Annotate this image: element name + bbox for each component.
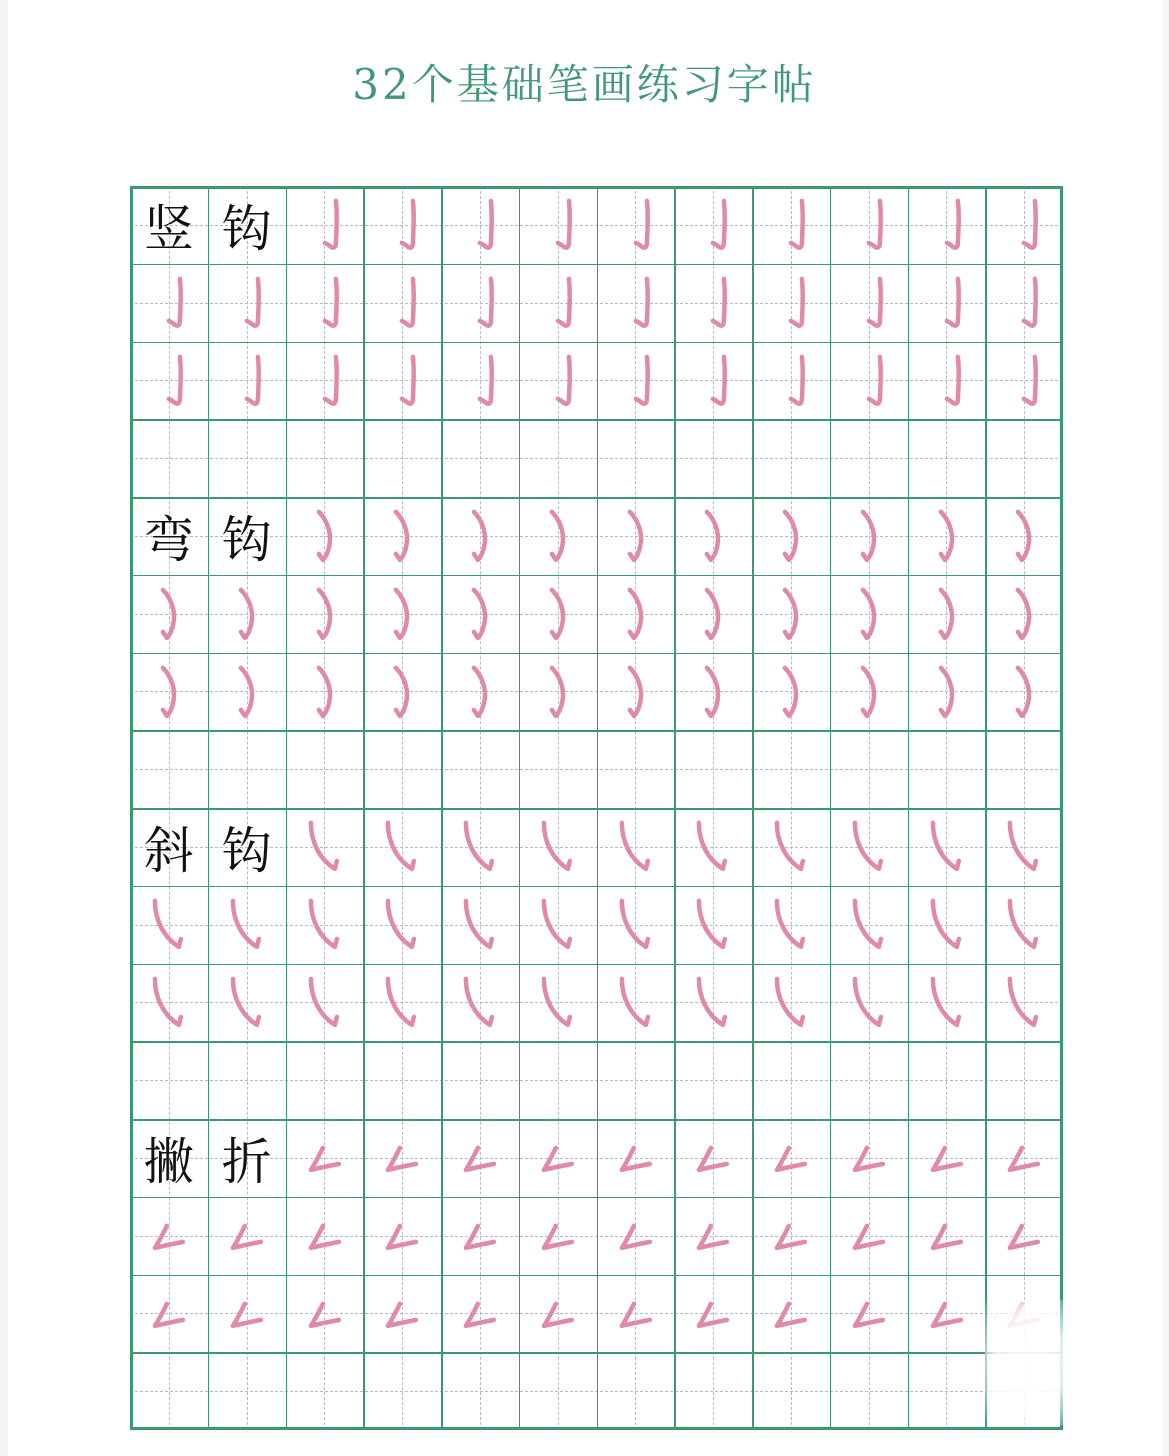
wangou-icon	[674, 575, 752, 653]
wangou-icon	[830, 497, 908, 575]
piezhe-icon	[830, 1197, 908, 1275]
xiegou-path	[544, 901, 570, 947]
watermark-fade	[985, 1300, 1075, 1425]
shugou-path	[713, 201, 725, 248]
shugou-path	[480, 201, 492, 248]
shugou-icon	[363, 342, 441, 420]
wangou-icon	[208, 653, 286, 731]
wangou-icon	[130, 575, 208, 653]
wangou-path	[1018, 512, 1029, 560]
shugou-icon	[363, 264, 441, 342]
wangou-icon	[363, 575, 441, 653]
xiegou-icon	[363, 964, 441, 1042]
xiegou-path	[621, 978, 647, 1024]
piezhe-icon	[130, 1197, 208, 1275]
stroke-name-char: 撇	[143, 1132, 194, 1191]
xiegou-icon	[830, 808, 908, 886]
piezhe-path	[621, 1303, 649, 1325]
wangou-path	[318, 512, 329, 560]
shugou-path	[1024, 356, 1036, 403]
shugou-icon	[752, 342, 830, 420]
shugou-path	[869, 201, 881, 248]
wangou-icon	[519, 653, 597, 731]
xiegou-icon	[441, 964, 519, 1042]
xiegou-path	[466, 823, 492, 869]
piezhe-path	[155, 1303, 183, 1325]
wangou-icon	[830, 575, 908, 653]
wangou-icon	[908, 653, 986, 731]
wangou-path	[863, 512, 874, 560]
piezhe-icon	[674, 1197, 752, 1275]
piezhe-path	[621, 1226, 649, 1248]
wangou-icon	[985, 653, 1063, 731]
piezhe-icon	[830, 1275, 908, 1353]
shugou-path	[946, 279, 958, 326]
piezhe-path	[699, 1226, 727, 1248]
xiegou-path	[855, 823, 881, 869]
shugou-icon	[286, 342, 364, 420]
xiegou-path	[466, 901, 492, 947]
wangou-path	[785, 590, 796, 638]
wangou-path	[163, 590, 174, 638]
wangou-path	[707, 512, 718, 560]
piezhe-icon	[208, 1197, 286, 1275]
shugou-icon	[908, 342, 986, 420]
wangou-icon	[985, 497, 1063, 575]
shugou-path	[247, 279, 259, 326]
stroke-name-char: 竖	[143, 199, 194, 258]
wangou-icon	[363, 497, 441, 575]
wangou-path	[396, 590, 407, 638]
shugou-icon	[597, 342, 675, 420]
piezhe-path	[310, 1303, 338, 1325]
xiegou-icon	[830, 886, 908, 964]
shugou-icon	[597, 186, 675, 264]
wangou-path	[1018, 590, 1029, 638]
xiegou-path	[932, 978, 958, 1024]
xiegou-icon	[363, 886, 441, 964]
piezhe-icon	[286, 1197, 364, 1275]
xiegou-path	[233, 901, 259, 947]
shugou-icon	[674, 264, 752, 342]
piezhe-icon	[208, 1275, 286, 1353]
xiegou-icon	[208, 886, 286, 964]
wangou-icon	[441, 497, 519, 575]
shugou-icon	[519, 186, 597, 264]
shugou-icon	[208, 264, 286, 342]
xiegou-path	[1010, 978, 1036, 1024]
piezhe-icon	[363, 1197, 441, 1275]
xiegou-path	[388, 978, 414, 1024]
xiegou-path	[621, 901, 647, 947]
piezhe-path	[544, 1148, 572, 1170]
shugou-icon	[830, 342, 908, 420]
wangou-icon	[286, 653, 364, 731]
piezhe-icon	[985, 1197, 1063, 1275]
wangou-path	[940, 590, 951, 638]
piezhe-path	[233, 1303, 261, 1325]
wangou-icon	[674, 497, 752, 575]
shugou-icon	[908, 186, 986, 264]
shugou-path	[402, 356, 414, 403]
wangou-icon	[286, 497, 364, 575]
xiegou-icon	[519, 964, 597, 1042]
xiegou-icon	[674, 808, 752, 886]
wangou-path	[474, 590, 485, 638]
xiegou-path	[155, 901, 181, 947]
shugou-icon	[674, 342, 752, 420]
piezhe-path	[699, 1303, 727, 1325]
shugou-path	[1024, 201, 1036, 248]
xiegou-path	[855, 901, 881, 947]
wangou-icon	[752, 653, 830, 731]
shugou-path	[869, 279, 881, 326]
piezhe-path	[932, 1303, 960, 1325]
shugou-icon	[985, 342, 1063, 420]
piezhe-icon	[985, 1119, 1063, 1197]
wangou-icon	[674, 653, 752, 731]
wangou-icon	[130, 653, 208, 731]
xiegou-path	[1010, 823, 1036, 869]
piezhe-icon	[286, 1119, 364, 1197]
piezhe-path	[777, 1148, 805, 1170]
xiegou-path	[699, 978, 725, 1024]
wangou-icon	[597, 497, 675, 575]
shugou-path	[558, 279, 570, 326]
piezhe-path	[310, 1148, 338, 1170]
page-title: 32个基础笔画练习字帖	[352, 60, 817, 109]
wangou-path	[785, 512, 796, 560]
shugou-path	[480, 356, 492, 403]
shugou-icon	[674, 186, 752, 264]
wangou-icon	[752, 497, 830, 575]
stroke-name-char: 斜	[143, 821, 194, 880]
piezhe-path	[388, 1303, 416, 1325]
wangou-path	[863, 667, 874, 715]
xiegou-path	[699, 901, 725, 947]
page-edge	[0, 0, 8, 1456]
shugou-icon	[597, 264, 675, 342]
piezhe-path	[388, 1148, 416, 1170]
shugou-path	[558, 356, 570, 403]
shugou-icon	[286, 264, 364, 342]
stroke-name-char: 折	[221, 1132, 272, 1191]
xiegou-icon	[908, 886, 986, 964]
wangou-icon	[441, 575, 519, 653]
xiegou-icon	[908, 964, 986, 1042]
shugou-icon	[752, 186, 830, 264]
wangou-icon	[752, 575, 830, 653]
wangou-path	[163, 667, 174, 715]
xiegou-icon	[286, 964, 364, 1042]
wangou-icon	[363, 653, 441, 731]
xiegou-icon	[752, 886, 830, 964]
xiegou-path	[855, 978, 881, 1024]
wangou-icon	[208, 575, 286, 653]
stroke-name-char: 弯	[143, 510, 194, 569]
wangou-icon	[597, 653, 675, 731]
xiegou-path	[544, 823, 570, 869]
shugou-icon	[208, 342, 286, 420]
xiegou-path	[466, 978, 492, 1024]
shugou-path	[635, 356, 647, 403]
stroke-name-char: 钩	[221, 199, 272, 258]
piezhe-icon	[597, 1119, 675, 1197]
piezhe-path	[466, 1303, 494, 1325]
piezhe-icon	[752, 1197, 830, 1275]
piezhe-icon	[752, 1119, 830, 1197]
stroke-name-char: 钩	[221, 510, 272, 569]
shugou-path	[169, 279, 181, 326]
wangou-icon	[519, 575, 597, 653]
piezhe-icon	[441, 1275, 519, 1353]
wangou-path	[396, 512, 407, 560]
wangou-path	[474, 512, 485, 560]
shugou-path	[713, 356, 725, 403]
xiegou-path	[310, 978, 336, 1024]
shugou-path	[324, 201, 336, 248]
piezhe-icon	[519, 1275, 597, 1353]
piezhe-icon	[908, 1197, 986, 1275]
shugou-icon	[130, 264, 208, 342]
xiegou-icon	[985, 808, 1063, 886]
shugou-icon	[130, 342, 208, 420]
piezhe-icon	[674, 1119, 752, 1197]
xiegou-path	[544, 978, 570, 1024]
wangou-icon	[908, 497, 986, 575]
wangou-icon	[519, 497, 597, 575]
xiegou-icon	[985, 886, 1063, 964]
xiegou-path	[932, 901, 958, 947]
shugou-icon	[441, 342, 519, 420]
xiegou-path	[777, 901, 803, 947]
shugou-path	[324, 356, 336, 403]
xiegou-path	[388, 823, 414, 869]
xiegou-path	[310, 823, 336, 869]
piezhe-icon	[752, 1275, 830, 1353]
shugou-path	[402, 201, 414, 248]
piezhe-icon	[363, 1119, 441, 1197]
wangou-icon	[908, 575, 986, 653]
practice-grid	[130, 186, 1063, 1430]
xiegou-icon	[674, 886, 752, 964]
piezhe-path	[466, 1226, 494, 1248]
piezhe-icon	[519, 1197, 597, 1275]
xiegou-path	[621, 823, 647, 869]
shugou-icon	[286, 186, 364, 264]
wangou-path	[241, 667, 252, 715]
piezhe-icon	[597, 1275, 675, 1353]
wangou-path	[552, 667, 563, 715]
xiegou-path	[777, 823, 803, 869]
wangou-path	[707, 667, 718, 715]
piezhe-icon	[130, 1275, 208, 1353]
shugou-icon	[830, 186, 908, 264]
shugou-icon	[830, 264, 908, 342]
wangou-icon	[597, 575, 675, 653]
wangou-icon	[286, 575, 364, 653]
xiegou-icon	[519, 808, 597, 886]
xiegou-icon	[130, 886, 208, 964]
wangou-path	[629, 590, 640, 638]
xiegou-icon	[908, 808, 986, 886]
piezhe-icon	[441, 1197, 519, 1275]
stroke-name-char: 钩	[221, 821, 272, 880]
shugou-icon	[985, 264, 1063, 342]
wangou-path	[940, 667, 951, 715]
shugou-path	[1024, 279, 1036, 326]
shugou-path	[558, 201, 570, 248]
wangou-icon	[830, 653, 908, 731]
shugou-path	[713, 279, 725, 326]
shugou-icon	[752, 264, 830, 342]
xiegou-icon	[363, 808, 441, 886]
xiegou-icon	[597, 886, 675, 964]
piezhe-path	[310, 1226, 338, 1248]
xiegou-path	[310, 901, 336, 947]
xiegou-icon	[985, 964, 1063, 1042]
shugou-path	[946, 356, 958, 403]
xiegou-icon	[752, 964, 830, 1042]
wangou-path	[629, 512, 640, 560]
piezhe-icon	[441, 1119, 519, 1197]
shugou-path	[791, 201, 803, 248]
piezhe-path	[466, 1148, 494, 1170]
xiegou-icon	[441, 886, 519, 964]
wangou-path	[318, 590, 329, 638]
wangou-icon	[985, 575, 1063, 653]
xiegou-path	[388, 901, 414, 947]
shugou-path	[247, 356, 259, 403]
shugou-icon	[519, 342, 597, 420]
piezhe-path	[388, 1226, 416, 1248]
piezhe-path	[777, 1303, 805, 1325]
wangou-path	[629, 667, 640, 715]
wangou-path	[552, 590, 563, 638]
shugou-path	[324, 279, 336, 326]
piezhe-icon	[519, 1119, 597, 1197]
shugou-path	[791, 356, 803, 403]
piezhe-path	[855, 1226, 883, 1248]
piezhe-icon	[908, 1275, 986, 1353]
shugou-icon	[519, 264, 597, 342]
shugou-icon	[363, 186, 441, 264]
shugou-path	[946, 201, 958, 248]
xiegou-icon	[130, 964, 208, 1042]
piezhe-path	[1010, 1226, 1038, 1248]
piezhe-path	[621, 1148, 649, 1170]
wangou-path	[707, 590, 718, 638]
wangou-path	[318, 667, 329, 715]
wangou-icon	[441, 653, 519, 731]
shugou-icon	[908, 264, 986, 342]
wangou-path	[241, 590, 252, 638]
xiegou-path	[233, 978, 259, 1024]
xiegou-icon	[286, 886, 364, 964]
piezhe-path	[777, 1226, 805, 1248]
piezhe-icon	[286, 1275, 364, 1353]
wangou-path	[863, 590, 874, 638]
shugou-path	[635, 201, 647, 248]
xiegou-icon	[519, 886, 597, 964]
piezhe-path	[855, 1303, 883, 1325]
shugou-path	[791, 279, 803, 326]
xiegou-path	[932, 823, 958, 869]
piezhe-path	[932, 1148, 960, 1170]
xiegou-icon	[752, 808, 830, 886]
xiegou-icon	[208, 964, 286, 1042]
piezhe-icon	[674, 1275, 752, 1353]
piezhe-path	[699, 1148, 727, 1170]
piezhe-path	[932, 1226, 960, 1248]
shugou-path	[869, 356, 881, 403]
xiegou-path	[155, 978, 181, 1024]
wangou-path	[396, 667, 407, 715]
piezhe-path	[1010, 1148, 1038, 1170]
xiegou-path	[1010, 901, 1036, 947]
piezhe-icon	[830, 1119, 908, 1197]
wangou-path	[474, 667, 485, 715]
piezhe-icon	[908, 1119, 986, 1197]
xiegou-icon	[597, 964, 675, 1042]
wangou-path	[785, 667, 796, 715]
piezhe-icon	[363, 1275, 441, 1353]
piezhe-path	[544, 1226, 572, 1248]
shugou-icon	[441, 186, 519, 264]
wangou-path	[552, 512, 563, 560]
xiegou-icon	[597, 808, 675, 886]
piezhe-icon	[597, 1197, 675, 1275]
piezhe-path	[544, 1303, 572, 1325]
piezhe-path	[855, 1148, 883, 1170]
xiegou-icon	[830, 964, 908, 1042]
shugou-icon	[985, 186, 1063, 264]
xiegou-icon	[441, 808, 519, 886]
piezhe-path	[233, 1226, 261, 1248]
shugou-path	[169, 356, 181, 403]
xiegou-path	[699, 823, 725, 869]
xiegou-icon	[674, 964, 752, 1042]
shugou-icon	[441, 264, 519, 342]
page-edge	[1163, 0, 1169, 1456]
piezhe-path	[155, 1226, 183, 1248]
shugou-path	[480, 279, 492, 326]
shugou-path	[635, 279, 647, 326]
wangou-path	[940, 512, 951, 560]
xiegou-icon	[286, 808, 364, 886]
xiegou-path	[777, 978, 803, 1024]
shugou-path	[402, 279, 414, 326]
wangou-path	[1018, 667, 1029, 715]
